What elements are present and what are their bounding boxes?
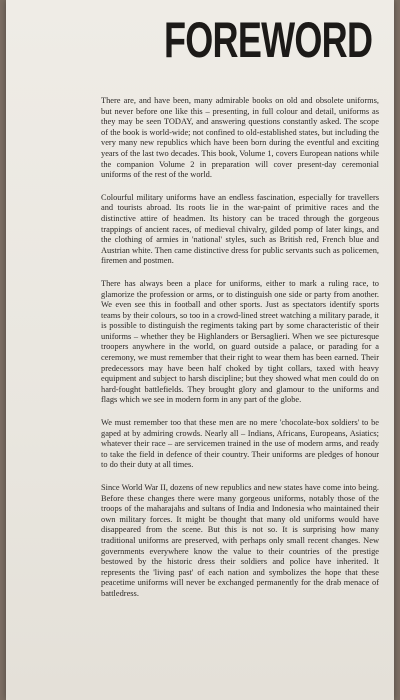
paragraph-4: We must remember too that these men are no mere 'chocolate-box soldiers' to be gaped at by admiring crowds. Nearly all – Indians, Africans, Europeans, Asiatics; whatever their race – are servicemen trained in the use of modern arms, and ready to take the field in defence of their country. Their uniforms are pledges of honour to do their duty at all times. — [101, 418, 379, 470]
foreword-text — [101, 96, 379, 612]
paragraph-1: There are, and have been, many admirable books on old and obsolete uniforms, but never before one like this – presenting, in full colour and detail, uniforms as they may be seen TODAY, and answering questions constantly asked. The scope of the book is world-wide; not confined to old-established states, but including the very many new republics which have been born during the eventful and exciting years of the last two decades. This book, Volume 1, covers European nations while the companion Volume 2 in preparation will cover present-day ceremonial uniforms of the rest of the world. — [101, 96, 379, 180]
paragraph-2: Colourful military uniforms have an endless fascination, especially for travellers and tourists abroad. Its roots lie in the war-paint of primitive races and the distinctive attire of headmen. Its history can be traced through the gorgeous trappings of ancient races, of medieval chivalry, gilded pomp of later kings, and the clothing of armies in 'national' styles, such as British red, French blue and Austrian white. Then came distinctive dress for public servants such as policemen, firemen and postmen. — [101, 192, 379, 266]
page-title: FOREWORD — [164, 12, 373, 68]
paragraph-5: Since World War II, dozens of new republics and new states have come into being. Before these changes there were many gorgeous uniforms, notably those of the troops of the maharajahs and sultans of India and Indonesia who maintained their own military forces. It might be thought that many old uniforms would have disappeared from the scene. But this is not so. It is surprising how many traditional uniforms are preserved, with perhaps only small recent changes. New governments everywhere know the value to their countries of the prestige bestowed by the historic dress their soldiers and police have inherited. It represents the 'living past' of each nation and symbolizes the hope that these peacetime uniforms will never be exchanged permanently for the drab menace of battledress. — [101, 483, 379, 598]
paragraph-3: There has always been a place for uniforms, either to mark a ruling race, to glamorize the profession or arms, or to distinguish one side or party from another. We even see this in football and other sports. Just as spectators identify sports teams by their colours, so too in a crowd-lined street watching a military parade, it is possible to distinguish the regiments taking part by some characteristic of their uniforms – whether they be Highlanders or Bersaglieri. When we see picturesque troopers anywhere in the world, on guard outside a palace, or parading for a ceremony, we must remember that their right to wear them has been earned. Their predecessors may have been half choked by tight collars, taxed with heavy equipment and subject to harsh discipline; but they showed what men could do on hard-fought battlefields. They brought glory and glamour to the uniforms and flags which we see in modern form in any part of the globe. — [101, 278, 379, 405]
book-page — [6, 0, 394, 700]
